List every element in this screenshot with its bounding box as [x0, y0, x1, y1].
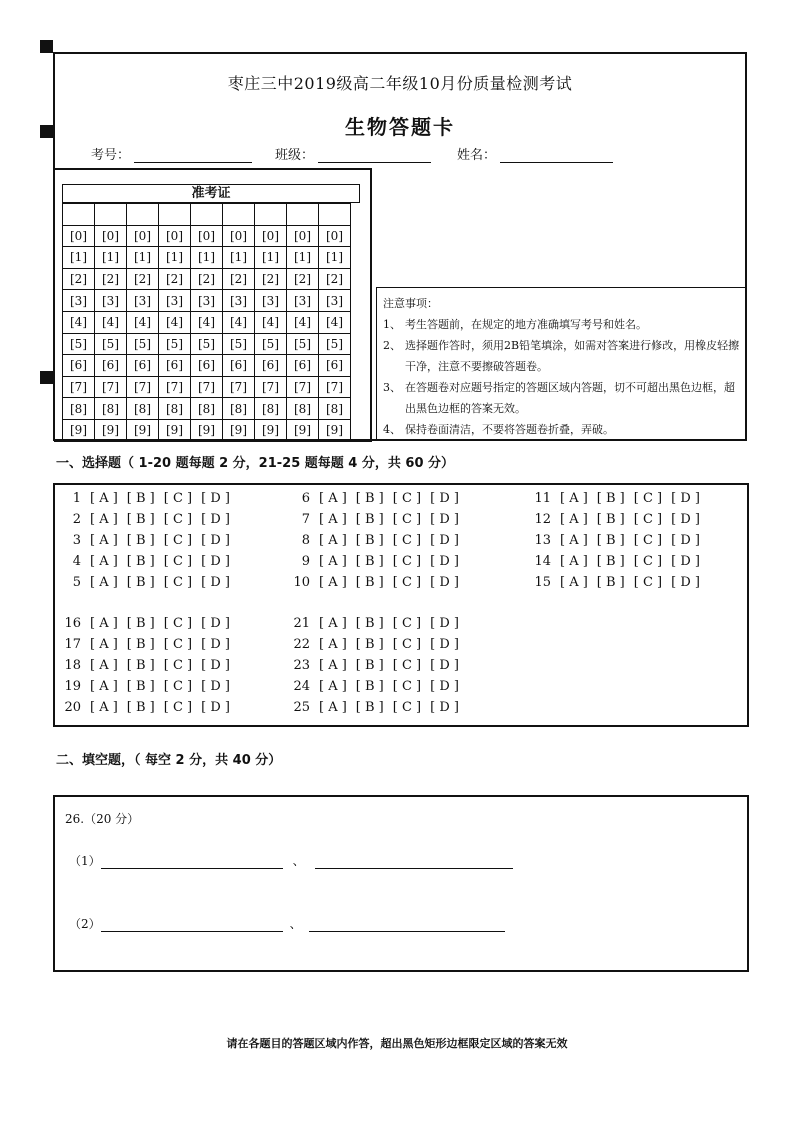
notice-title: 注意事项： — [383, 297, 438, 310]
answer-bubble[interactable]: [ A ] — [90, 533, 118, 548]
answer-bubble[interactable]: [ B ] — [126, 512, 155, 527]
question-number: 7 — [301, 512, 310, 527]
digit-bubble[interactable]: [0] — [287, 225, 319, 247]
digit-bubble[interactable]: [9] — [287, 419, 319, 441]
digit-bubble[interactable]: [0] — [255, 225, 287, 247]
answer-bubble[interactable]: [ A ] — [560, 533, 588, 548]
answer-bubble[interactable]: [ C ] — [392, 512, 422, 527]
answer-bubble[interactable]: [ B ] — [126, 491, 155, 506]
answer-bubble[interactable]: [ D ] — [201, 533, 230, 548]
digit-bubble[interactable]: [6] — [127, 355, 159, 377]
blank-1-label: （1） — [69, 854, 101, 868]
choice-question-row — [59, 679, 230, 694]
digit-bubble[interactable]: [9] — [191, 419, 223, 441]
digit-bubble[interactable]: [5] — [159, 333, 191, 355]
choice-question-row — [529, 512, 700, 527]
answer-bubble[interactable]: [ D ] — [201, 700, 230, 715]
answer-bubble[interactable]: [ D ] — [430, 491, 459, 506]
answer-bubble[interactable]: [ D ] — [430, 512, 459, 527]
choice-question-row — [59, 512, 230, 527]
digit-write-cell[interactable] — [255, 204, 287, 226]
question-number: 5 — [72, 575, 81, 590]
answer-bubble[interactable]: [ A ] — [90, 637, 118, 652]
digit-bubble[interactable]: [7] — [159, 376, 191, 398]
question-number: 8 — [301, 533, 310, 548]
choice-question-row — [59, 533, 230, 548]
alignment-marker-lower — [40, 371, 53, 384]
digit-bubble[interactable]: [7] — [127, 376, 159, 398]
digit-bubble[interactable]: [0] — [95, 225, 127, 247]
answer-bubble[interactable]: [ A ] — [319, 491, 347, 506]
question-number: 23 — [293, 658, 310, 673]
class-field[interactable] — [275, 144, 431, 163]
digit-bubble[interactable]: [8] — [95, 398, 127, 420]
question-number: 3 — [72, 533, 81, 548]
blank-1a[interactable] — [101, 855, 283, 869]
answer-bubble[interactable]: [ C ] — [392, 700, 422, 715]
digit-bubble[interactable]: [9] — [95, 419, 127, 441]
answer-bubble[interactable]: [ B ] — [596, 512, 625, 527]
answer-bubble[interactable]: [ B ] — [126, 616, 155, 631]
digit-bubble[interactable]: [3] — [319, 290, 351, 312]
exam-number-line[interactable] — [134, 148, 252, 163]
answer-bubble[interactable]: [ C ] — [163, 533, 193, 548]
digit-bubble[interactable]: [5] — [287, 333, 319, 355]
answer-bubble[interactable]: [ C ] — [392, 533, 422, 548]
choice-question-row — [529, 554, 700, 569]
answer-bubble[interactable]: [ C ] — [163, 658, 193, 673]
answer-bubble[interactable]: [ C ] — [633, 575, 663, 590]
digit-bubble[interactable]: [5] — [63, 333, 95, 355]
answer-bubble[interactable]: [ D ] — [430, 533, 459, 548]
digit-bubble[interactable]: [5] — [319, 333, 351, 355]
blank-2a[interactable] — [101, 918, 283, 932]
answer-bubble[interactable]: [ D ] — [201, 637, 230, 652]
answer-bubble[interactable]: [ A ] — [560, 554, 588, 569]
multiple-choice-box — [53, 483, 749, 727]
answer-bubble[interactable]: [ D ] — [671, 575, 700, 590]
answer-bubble[interactable]: [ B ] — [126, 658, 155, 673]
digit-bubble[interactable]: [1] — [223, 247, 255, 269]
footer-note: 请在各题目的答题区域内作答，超出黑色矩形边框限定区域的答案无效 — [226, 1037, 568, 1050]
digit-bubble[interactable]: [3] — [159, 290, 191, 312]
answer-bubble[interactable]: [ B ] — [355, 575, 384, 590]
answer-bubble[interactable]: [ B ] — [355, 700, 384, 715]
choice-question-row — [59, 616, 230, 631]
answer-bubble[interactable]: [ A ] — [90, 491, 118, 506]
answer-bubble[interactable]: [ B ] — [126, 575, 155, 590]
choice-question-row — [288, 616, 459, 631]
digit-bubble[interactable]: [9] — [127, 419, 159, 441]
answer-bubble[interactable]: [ A ] — [90, 554, 118, 569]
answer-bubble[interactable]: [ D ] — [430, 575, 459, 590]
choice-question-row — [59, 491, 230, 506]
answer-bubble[interactable]: [ A ] — [319, 616, 347, 631]
answer-bubble[interactable]: [ C ] — [392, 491, 422, 506]
answer-bubble[interactable]: [ C ] — [163, 491, 193, 506]
blank-2b[interactable] — [309, 918, 505, 932]
answer-bubble[interactable]: [ C ] — [633, 533, 663, 548]
answer-bubble[interactable]: [ C ] — [163, 679, 193, 694]
answer-bubble[interactable]: [ C ] — [163, 637, 193, 652]
answer-bubble[interactable]: [ B ] — [355, 533, 384, 548]
answer-bubble[interactable]: [ C ] — [633, 491, 663, 506]
choice-question-row — [288, 491, 459, 506]
answer-bubble[interactable]: [ A ] — [319, 575, 347, 590]
digit-bubble[interactable]: [6] — [159, 355, 191, 377]
digit-bubble[interactable]: [2] — [223, 268, 255, 290]
question-number: 20 — [64, 700, 81, 715]
digit-bubble[interactable]: [2] — [319, 268, 351, 290]
answer-bubble[interactable]: [ B ] — [355, 491, 384, 506]
answer-bubble[interactable]: [ A ] — [560, 491, 588, 506]
digit-bubble[interactable]: [4] — [191, 311, 223, 333]
digit-bubble[interactable]: [2] — [95, 268, 127, 290]
answer-bubble[interactable]: [ A ] — [90, 616, 118, 631]
answer-bubble[interactable]: [ D ] — [430, 679, 459, 694]
choice-question-row — [288, 575, 459, 590]
choice-question-row — [529, 575, 700, 590]
answer-bubble[interactable]: [ D ] — [201, 512, 230, 527]
answer-bubble[interactable]: [ D ] — [201, 658, 230, 673]
digit-write-cell[interactable] — [287, 204, 319, 226]
notice-box: 注意事项： 1、 考生答题前，在规定的地方准确填写考号和姓名。 2、 选择题作答时，须用2B铅笔填涂，如需对答案进行修改，用橡皮轻擦干净，注意不要擦破答题卷。 3、 在答题卷对应题号指定的答题区域内答题，切不可超出黑色边框，超出黑色边框的答案无效。 4、 保持卷面清洁，不要将答题卷折叠，弄破。 — [376, 287, 747, 439]
digit-bubble[interactable]: [5] — [127, 333, 159, 355]
answer-bubble[interactable]: [ B ] — [355, 637, 384, 652]
digit-write-cell[interactable] — [223, 204, 255, 226]
digit-bubble[interactable]: [4] — [287, 311, 319, 333]
answer-bubble[interactable]: [ D ] — [201, 616, 230, 631]
answer-bubble[interactable]: [ A ] — [319, 637, 347, 652]
digit-bubble[interactable]: [0] — [127, 225, 159, 247]
digit-bubble[interactable]: [4] — [159, 311, 191, 333]
answer-bubble[interactable]: [ B ] — [355, 679, 384, 694]
name-label: 姓名： — [457, 148, 497, 163]
digit-bubble[interactable]: [5] — [223, 333, 255, 355]
digit-bubble[interactable]: [4] — [319, 311, 351, 333]
digit-bubble[interactable]: [1] — [127, 247, 159, 269]
answer-bubble[interactable]: [ A ] — [319, 700, 347, 715]
digit-bubble[interactable]: [1] — [63, 247, 95, 269]
choice-question-row — [288, 658, 459, 673]
digit-bubble[interactable]: [2] — [159, 268, 191, 290]
answer-bubble[interactable]: [ B ] — [126, 533, 155, 548]
name-field[interactable] — [457, 144, 613, 163]
question-number: 22 — [293, 637, 310, 652]
answer-bubble[interactable]: [ B ] — [596, 575, 625, 590]
answer-bubble[interactable]: [ A ] — [319, 512, 347, 527]
digit-bubble[interactable]: [0] — [223, 225, 255, 247]
answer-bubble[interactable]: [ D ] — [671, 533, 700, 548]
digit-bubble[interactable]: [4] — [223, 311, 255, 333]
digit-bubble[interactable]: [9] — [159, 419, 191, 441]
digit-bubble[interactable]: [6] — [191, 355, 223, 377]
answer-bubble[interactable]: [ B ] — [126, 637, 155, 652]
digit-bubble[interactable]: [3] — [63, 290, 95, 312]
question-number: 19 — [64, 679, 81, 694]
digit-bubble[interactable]: [0] — [319, 225, 351, 247]
digit-bubble[interactable]: [3] — [287, 290, 319, 312]
question-number: 12 — [534, 512, 551, 527]
answer-bubble[interactable]: [ C ] — [163, 700, 193, 715]
header-box — [53, 52, 747, 441]
answer-bubble[interactable]: [ A ] — [560, 512, 588, 527]
answer-bubble[interactable]: [ D ] — [201, 575, 230, 590]
class-line[interactable] — [318, 148, 431, 163]
digit-bubble[interactable]: [2] — [287, 268, 319, 290]
question-26-label: 26.（20 分） — [65, 812, 140, 826]
question-number: 25 — [293, 700, 310, 715]
digit-bubble[interactable]: [8] — [191, 398, 223, 420]
answer-bubble[interactable]: [ B ] — [596, 533, 625, 548]
digit-bubble[interactable]: [6] — [95, 355, 127, 377]
digit-write-cell[interactable] — [63, 204, 95, 226]
blank-2-label: （2） — [69, 917, 101, 931]
answer-bubble[interactable]: [ C ] — [163, 512, 193, 527]
section2-title: 二、填空题，（ 每空 2 分，共 40 分） — [56, 753, 282, 768]
digit-bubble[interactable]: [1] — [191, 247, 223, 269]
class-label: 班级： — [275, 148, 315, 163]
question-number: 9 — [301, 554, 310, 569]
question-number: 10 — [293, 575, 310, 590]
digit-bubble[interactable]: [8] — [287, 398, 319, 420]
admission-ticket-box — [54, 168, 372, 442]
answer-bubble[interactable]: [ D ] — [201, 491, 230, 506]
alignment-marker-top — [40, 40, 53, 53]
digit-bubble[interactable]: [9] — [319, 419, 351, 441]
answer-bubble[interactable]: [ D ] — [430, 700, 459, 715]
question-number: 18 — [64, 658, 81, 673]
question-number: 14 — [534, 554, 551, 569]
digit-bubble[interactable]: [9] — [223, 419, 255, 441]
answer-bubble[interactable]: [ B ] — [126, 554, 155, 569]
digit-write-cell[interactable] — [95, 204, 127, 226]
answer-bubble[interactable]: [ B ] — [126, 679, 155, 694]
question-number: 6 — [301, 491, 310, 506]
question-number: 1 — [72, 491, 81, 506]
answer-bubble[interactable]: [ A ] — [90, 512, 118, 527]
answer-bubble[interactable]: [ B ] — [596, 554, 625, 569]
question-number: 16 — [64, 616, 81, 631]
answer-bubble[interactable]: [ B ] — [355, 616, 384, 631]
answer-bubble[interactable]: [ C ] — [392, 658, 422, 673]
answer-bubble[interactable]: [ B ] — [355, 554, 384, 569]
answer-bubble[interactable]: [ D ] — [430, 658, 459, 673]
digit-bubble[interactable]: [3] — [255, 290, 287, 312]
answer-bubble[interactable]: [ C ] — [392, 616, 422, 631]
answer-bubble[interactable]: [ D ] — [201, 679, 230, 694]
digit-bubble[interactable]: [2] — [63, 268, 95, 290]
question-number: 24 — [293, 679, 310, 694]
choice-question-row — [59, 700, 230, 715]
answer-bubble[interactable]: [ A ] — [90, 700, 118, 715]
exam-number-label: 考号： — [91, 148, 131, 163]
answer-bubble[interactable]: [ A ] — [90, 679, 118, 694]
fill-in-box — [53, 795, 749, 972]
digit-bubble[interactable]: [1] — [95, 247, 127, 269]
choice-question-row — [529, 533, 700, 548]
digit-bubble[interactable]: [2] — [255, 268, 287, 290]
digit-bubble[interactable]: [8] — [319, 398, 351, 420]
digit-bubble[interactable]: [8] — [223, 398, 255, 420]
digit-bubble[interactable]: [7] — [63, 376, 95, 398]
digit-bubble[interactable]: [5] — [191, 333, 223, 355]
answer-bubble[interactable]: [ B ] — [355, 512, 384, 527]
digit-bubble[interactable]: [6] — [255, 355, 287, 377]
digit-bubble[interactable]: [7] — [319, 376, 351, 398]
answer-bubble[interactable]: [ B ] — [596, 491, 625, 506]
digit-bubble[interactable]: [7] — [255, 376, 287, 398]
admission-digit-grid — [62, 203, 351, 442]
answer-bubble[interactable]: [ A ] — [319, 533, 347, 548]
name-line[interactable] — [500, 148, 613, 163]
question-number: 11 — [534, 491, 551, 506]
digit-bubble[interactable]: [4] — [95, 311, 127, 333]
digit-bubble[interactable]: [5] — [255, 333, 287, 355]
blank-1b[interactable] — [315, 855, 513, 869]
question-number: 4 — [72, 554, 81, 569]
answer-bubble[interactable]: [ A ] — [319, 679, 347, 694]
digit-bubble[interactable]: [6] — [319, 355, 351, 377]
digit-bubble[interactable]: [9] — [255, 419, 287, 441]
answer-bubble[interactable]: [ A ] — [319, 658, 347, 673]
digit-bubble[interactable]: [0] — [159, 225, 191, 247]
digit-bubble[interactable]: [6] — [223, 355, 255, 377]
answer-bubble[interactable]: [ C ] — [392, 679, 422, 694]
choice-question-row — [288, 679, 459, 694]
digit-bubble[interactable]: [7] — [223, 376, 255, 398]
digit-bubble[interactable]: [6] — [63, 355, 95, 377]
digit-write-cell[interactable] — [127, 204, 159, 226]
choice-question-row — [59, 554, 230, 569]
answer-bubble[interactable]: [ C ] — [633, 554, 663, 569]
digit-bubble[interactable]: [7] — [95, 376, 127, 398]
answer-bubble[interactable]: [ A ] — [90, 575, 118, 590]
answer-bubble[interactable]: [ A ] — [319, 554, 347, 569]
choice-question-row — [288, 637, 459, 652]
answer-bubble[interactable]: [ C ] — [392, 554, 422, 569]
blank-row-1: （1） 、 — [69, 852, 513, 869]
question-number: 15 — [534, 575, 551, 590]
digit-bubble[interactable]: [7] — [191, 376, 223, 398]
digit-bubble[interactable]: [9] — [63, 419, 95, 441]
section1-title: 一、选择题（ 1-20 题每题 2 分，21-25 题每题 4 分，共 60 分） — [56, 456, 455, 471]
digit-bubble[interactable]: [5] — [95, 333, 127, 355]
digit-bubble[interactable]: [4] — [255, 311, 287, 333]
digit-bubble[interactable]: [1] — [159, 247, 191, 269]
answer-bubble[interactable]: [ C ] — [163, 554, 193, 569]
digit-bubble[interactable]: [8] — [127, 398, 159, 420]
answer-bubble[interactable]: [ D ] — [430, 616, 459, 631]
digit-bubble[interactable]: [3] — [95, 290, 127, 312]
answer-bubble[interactable]: [ D ] — [430, 637, 459, 652]
card-title: 生物答题卡 — [345, 115, 455, 139]
answer-bubble[interactable]: [ D ] — [671, 491, 700, 506]
digit-bubble[interactable]: [0] — [63, 225, 95, 247]
digit-bubble[interactable]: [7] — [287, 376, 319, 398]
digit-bubble[interactable]: [6] — [287, 355, 319, 377]
answer-bubble[interactable]: [ C ] — [163, 575, 193, 590]
digit-bubble[interactable]: [8] — [63, 398, 95, 420]
digit-bubble[interactable]: [1] — [319, 247, 351, 269]
digit-bubble[interactable]: [8] — [255, 398, 287, 420]
answer-bubble[interactable]: [ C ] — [392, 637, 422, 652]
exam-number-field[interactable] — [91, 144, 252, 163]
digit-write-cell[interactable] — [159, 204, 191, 226]
choice-question-row — [288, 700, 459, 715]
digit-bubble[interactable]: [1] — [255, 247, 287, 269]
answer-bubble[interactable]: [ D ] — [430, 554, 459, 569]
question-number: 21 — [293, 616, 310, 631]
choice-question-row — [59, 658, 230, 673]
answer-bubble[interactable]: [ D ] — [671, 554, 700, 569]
answer-bubble[interactable]: [ B ] — [355, 658, 384, 673]
digit-bubble[interactable]: [2] — [127, 268, 159, 290]
answer-bubble[interactable]: [ C ] — [633, 512, 663, 527]
choice-question-row — [288, 533, 459, 548]
digit-write-cell[interactable] — [191, 204, 223, 226]
question-number: 17 — [64, 637, 81, 652]
answer-bubble[interactable]: [ C ] — [392, 575, 422, 590]
choice-question-row — [59, 575, 230, 590]
answer-bubble[interactable]: [ C ] — [163, 616, 193, 631]
question-number: 2 — [72, 512, 81, 527]
admission-ticket-title: 准考证 — [62, 184, 360, 203]
answer-bubble[interactable]: [ D ] — [671, 512, 700, 527]
digit-bubble[interactable]: [8] — [159, 398, 191, 420]
choice-question-row — [288, 554, 459, 569]
answer-bubble[interactable]: [ D ] — [201, 554, 230, 569]
digit-bubble[interactable]: [3] — [127, 290, 159, 312]
digit-bubble[interactable]: [2] — [191, 268, 223, 290]
digit-bubble[interactable]: [4] — [127, 311, 159, 333]
blank-row-2: （2） 、 — [69, 915, 505, 932]
digit-bubble[interactable]: [3] — [223, 290, 255, 312]
question-number: 13 — [534, 533, 551, 548]
digit-bubble[interactable]: [1] — [287, 247, 319, 269]
exam-title: 枣庄三中2019级高二年级10月份质量检测考试 — [227, 74, 573, 93]
answer-bubble[interactable]: [ A ] — [90, 658, 118, 673]
digit-bubble[interactable]: [3] — [191, 290, 223, 312]
choice-question-row — [59, 637, 230, 652]
answer-bubble[interactable]: [ A ] — [560, 575, 588, 590]
answer-bubble[interactable]: [ B ] — [126, 700, 155, 715]
choice-question-row — [288, 512, 459, 527]
digit-write-cell[interactable] — [319, 204, 351, 226]
alignment-marker-middle — [40, 125, 53, 138]
digit-bubble[interactable]: [4] — [63, 311, 95, 333]
choice-question-row — [529, 491, 700, 506]
digit-bubble[interactable]: [0] — [191, 225, 223, 247]
